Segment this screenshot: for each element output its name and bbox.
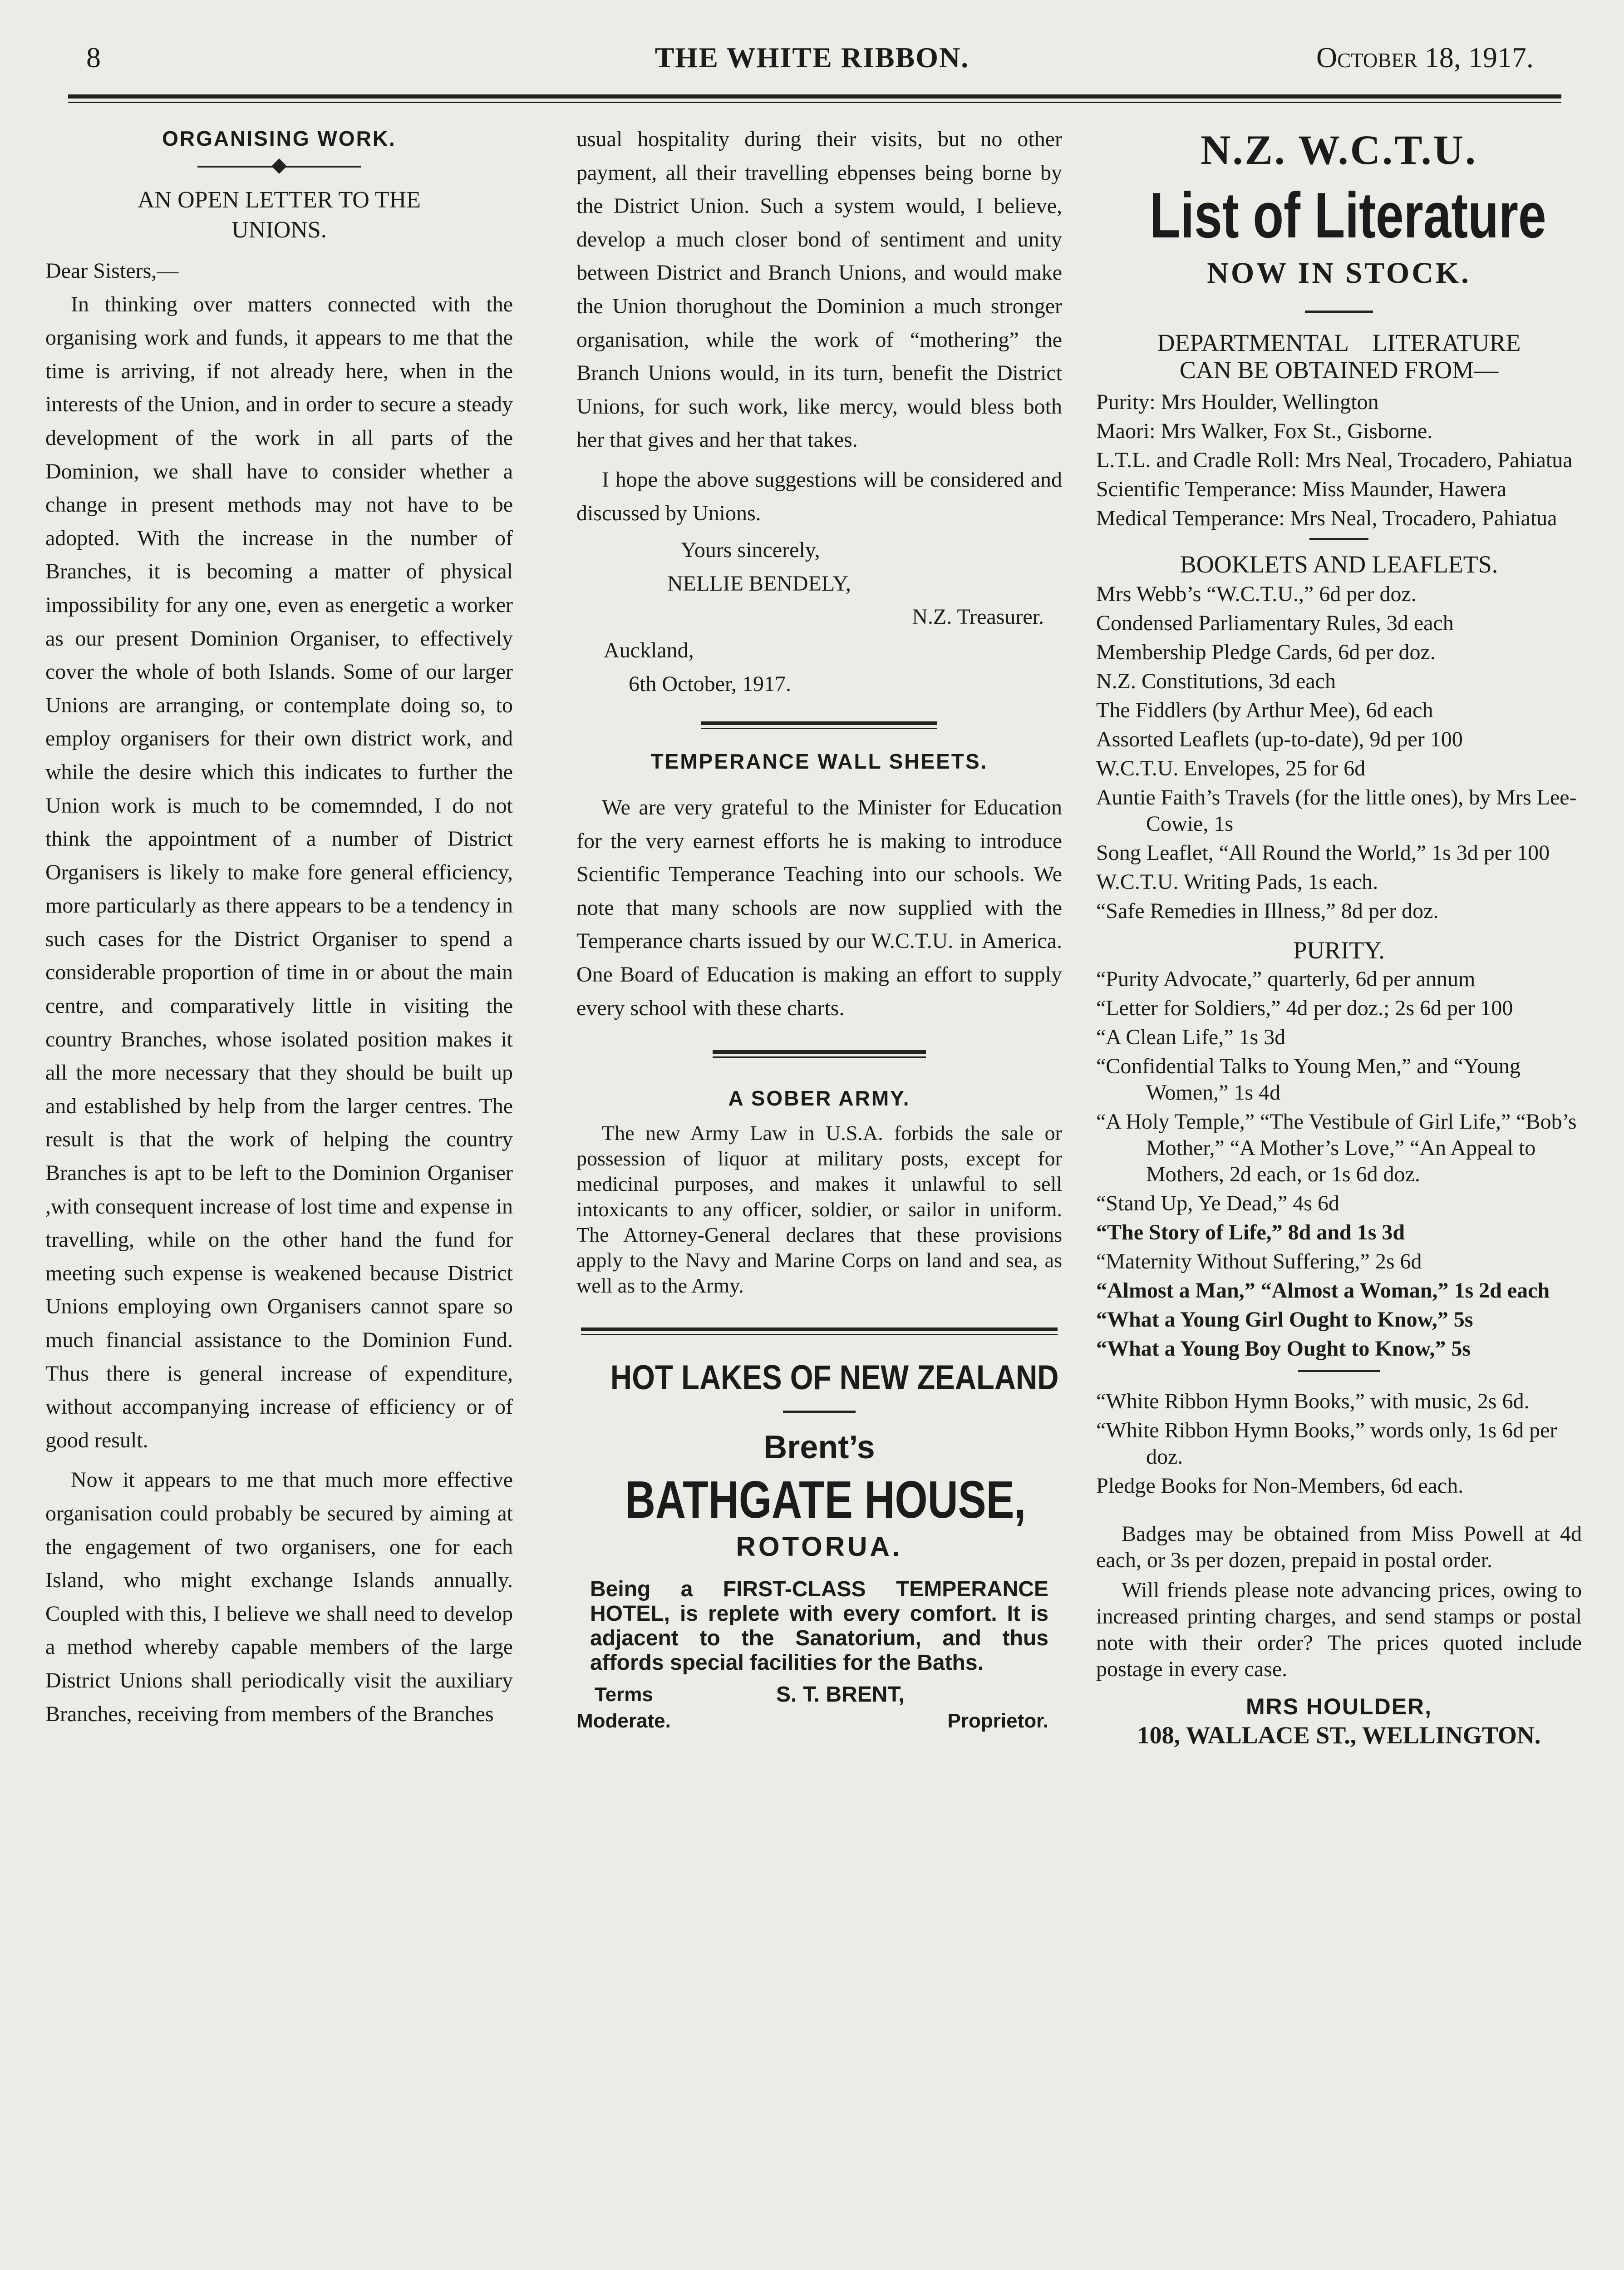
booklets-divider — [1309, 538, 1368, 540]
booklet-item: Membership Pledge Cards, 6d per doz. — [1096, 640, 1436, 664]
letter-closing: Yours sincerely, — [681, 538, 820, 563]
dept-item: Medical Temperance: Mrs Neal, Trocadero, Pahiatua — [1096, 506, 1557, 530]
purity-item: “Stand Up, Ye Dead,” 4s 6d — [1096, 1191, 1339, 1215]
letter-subheading-1: AN OPEN LETTER TO THE — [138, 187, 421, 213]
purity-item: “Purity Advocate,” quarterly, 6d per annum — [1096, 967, 1476, 991]
ad-title: HOT LAKES OF NEW ZEALAND — [610, 1358, 1059, 1397]
ad-house-name: BATHGATE HOUSE, — [625, 1470, 1026, 1530]
salutation: Dear Sisters,— — [45, 259, 179, 283]
issue-date: October 18, 1917. — [1316, 41, 1534, 74]
letter-paragraph-2: Now it appears to me that much more effective organisation could probably be secured by aiming at the engagement of two organisers, one for each Island, who might exchange Islands annually. Coupled with this, I believe we shall need to develop a method whereby capable members of the large District Unions shall periodically visit the auxiliary Branches, receiving from members of the Branches — [45, 1468, 513, 1726]
ad-brand: Brent’s — [763, 1429, 875, 1466]
purity-item: “A Clean Life,” 1s 3d — [1096, 1025, 1286, 1049]
literature-title: List of Literature — [1149, 179, 1546, 252]
purity-item: “What a Young Girl Ought to Know,” 5s — [1096, 1308, 1473, 1332]
booklet-item: Condensed Parliamentary Rules, 3d each — [1096, 611, 1454, 635]
badges-note: Badges may be obtained from Miss Powell at 4d each, or 3s per dozen, prepaid in postal order. — [1096, 1522, 1582, 1572]
letter-paragraph-1: In thinking over matters connected with the organising work and funds, it appears to me that the time is arriving, if not already here, when in the interests of the Union, and in order to secure a steady development of the work in all parts of the Dominion, we shall have to consider whether a change in present methods may not have to be adopted. With the increase in the number of Branches, it is becoming a matter of physical impossibility for any one, even as energetic a worker as our present Dominion Organiser, to effectively cover the whole of both Islands. Some of our larger Unions are arranging, or contemplate doing so, to employ organisers for their own district work, and while the desire which this indicates to further the Union work is much to be comemnded, I do not think the appointment of a number of District Organisers is likely to make fore general efficiency, more particularly as there appears to be a tendency in such cases for the District Organiser to spend a considerable proportion of time in or about the main centre, and comparatively little in visiting the country Branches, whose isolated position makes it all the more necessary that they should be built up and established by help from the larger centres. The result is that the work of helping the country Branches is apt to be left to the Dominion Organiser ,with consequent increase of lost time and expense in travelling, while on the other hand the fund for meeting such expense is weakened because District Unions employing own Organisers cannot spare so much financial assistance to the Dominion Fund. Thus there is general increase of expenditure, without accompanying increase of efficiency or of good result. — [45, 292, 513, 1452]
dept-item: L.T.L. and Cradle Roll: Mrs Neal, Trocadero, Pahiatua — [1096, 448, 1573, 472]
ad-terms-2: Moderate. — [576, 1710, 671, 1732]
literature-divider — [1305, 311, 1373, 313]
ad-proprietor-title: Proprietor. — [947, 1710, 1048, 1732]
purity-item: “What a Young Boy Ought to Know,” 5s — [1096, 1337, 1471, 1361]
literature-org: N.Z. W.C.T.U. — [1200, 127, 1478, 173]
booklet-item: “Safe Remedies in Illness,” 8d per doz. — [1096, 899, 1439, 923]
column-literature-list — [1096, 123, 1582, 1750]
friends-note: Will friends please note advancing prices, owing to increased printing charges, and send stamps or postal note with their order? The prices quoted include postage in every case. — [1096, 1578, 1582, 1681]
hymn-item: “White Ribbon Hymn Books,” words only, 1s 6d per doz. — [1096, 1418, 1557, 1469]
booklet-item: Mrs Webb’s “W.C.T.U.,” 6d per doz. — [1096, 582, 1417, 606]
hymn-item: Pledge Books for Non-Members, 6d each. — [1096, 1474, 1464, 1498]
booklet-item: Auntie Faith’s Travels (for the little ones), by Mrs Lee-Cowie, 1s — [1096, 785, 1577, 836]
letter-date: 6th October, 1917. — [629, 671, 792, 696]
hymn-item: “White Ribbon Hymn Books,” with music, 2s 6d. — [1096, 1389, 1530, 1413]
dept-item: Purity: Mrs Houlder, Wellington — [1096, 390, 1379, 414]
ad-divider — [783, 1411, 856, 1413]
purity-heading: PURITY. — [1293, 937, 1385, 964]
section-divider-2 — [713, 1050, 926, 1058]
booklet-item: W.C.T.U. Writing Pads, 1s each. — [1096, 870, 1378, 894]
contact-address: 108, WALLACE ST., WELLINGTON. — [1137, 1722, 1541, 1749]
booklet-item: N.Z. Constitutions, 3d each — [1096, 669, 1336, 693]
sober-army-heading: A SOBER ARMY. — [728, 1086, 910, 1110]
departmental-heading-1: DEPARTMENTAL LITERATURE — [1157, 329, 1521, 356]
letter-subheading-2: UNIONS. — [231, 217, 327, 243]
booklet-item: Song Leaflet, “All Round the World,” 1s 3d per 100 — [1096, 841, 1550, 865]
ad-body: Being a FIRST-CLASS TEMPERANCE HOTEL, is replete with every comfort. It is adjacent to the Sanatorium, and thus affords special facilities for the Baths. — [590, 1577, 1048, 1675]
booklet-item: The Fiddlers (by Arthur Mee), 6d each — [1096, 698, 1433, 722]
header-rule-thin — [68, 102, 1561, 103]
purity-item: “A Holy Temple,” “The Vestibule of Girl Life,” “Bob’s Mother,” “A Mother’s Love,” “An Appeal to Mothers, 2d each, or 1s 6d doz. — [1096, 1110, 1577, 1186]
booklet-item: Assorted Leaflets (up-to-date), 9d per 100 — [1096, 727, 1463, 751]
signature-title: N.Z. Treasurer. — [912, 605, 1044, 629]
organising-heading: ORGANISING WORK. — [162, 127, 396, 150]
signature-name: NELLIE BENDELY, — [667, 571, 851, 596]
purity-item: “Almost a Man,” “Almost a Woman,” 1s 2d each — [1096, 1278, 1550, 1303]
ad-terms-1: Terms — [595, 1683, 653, 1706]
purity-item: “Confidential Talks to Young Men,” and “Young Women,” 1s 4d — [1096, 1054, 1521, 1105]
booklets-heading: BOOKLETS AND LEAFLETS. — [1180, 551, 1498, 578]
newspaper-title: THE WHITE RIBBON. — [655, 41, 969, 74]
column-organising-work — [45, 123, 513, 1731]
ad-footer — [576, 1682, 1062, 1741]
contact-name: MRS HOULDER, — [1245, 1694, 1432, 1719]
hymns-divider — [1298, 1370, 1380, 1372]
booklet-item: W.C.T.U. Envelopes, 25 for 6d — [1096, 756, 1366, 780]
letter-place: Auckland, — [604, 638, 694, 662]
dept-item: Scientific Temperance: Miss Maunder, Hawera — [1096, 477, 1507, 501]
wall-sheets-heading: TEMPERANCE WALL SHEETS. — [650, 750, 988, 774]
sober-army-text: The new Army Law in U.S.A. forbids the sale or possession of liquor at military posts, except for medicinal purposes, and makes it unlawful to sell intoxicants to any officer, soldier, or sailor in uniform. The Attorney-General declares that these provisions apply to the Navy and Marine Corps on land and sea, as well as to the Army. — [576, 1121, 1062, 1298]
letter-hope: I hope the above suggestions will be considered and discussed by Unions. — [576, 467, 1062, 525]
heading-divider — [197, 160, 361, 173]
purity-item: “Maternity Without Suffering,” 2s 6d — [1096, 1249, 1422, 1273]
ad-top-rule — [581, 1327, 1058, 1335]
column-middle — [576, 123, 1062, 1741]
ad-proprietor-name: S. T. BRENT, — [776, 1683, 905, 1707]
page-number: 8 — [86, 41, 101, 74]
purity-item: “The Story of Life,” 8d and 1s 3d — [1096, 1220, 1405, 1244]
purity-item: “Letter for Soldiers,” 4d per doz.; 2s 6d per 100 — [1096, 996, 1513, 1020]
header-rule — [68, 94, 1561, 99]
section-divider — [701, 721, 937, 729]
departmental-heading-2: CAN BE OBTAINED FROM— — [1179, 356, 1499, 384]
dept-item: Maori: Mrs Walker, Fox St., Gisborne. — [1096, 419, 1433, 443]
ad-town: ROTORUA. — [736, 1531, 903, 1562]
wall-sheets-text: We are very grateful to the Minister for Education for the very earnest efforts he is making to introduce Scientific Temperance Teaching into our schools. We note that many schools are now supplied with the Temperance charts issued by our W.C.T.U. in America. One Board of Education is making an effort to supply every school with these charts. — [576, 795, 1062, 1020]
letter-continuation: usual hospitality during their visits, but no other payment, all their travelling ebpenses being borne by the District Union. Such a system would, I believe, develop a much closer bond of sentiment and unity between District and Branch Unions, and would make the Union thorughout the Dominion a much stronger organisation, while the work of “mothering” the Branch Unions would, in its turn, benefit the District Unions, for such work, like mercy, would bless both her that gives and her that takes. — [576, 127, 1062, 452]
literature-subtitle: NOW IN STOCK. — [1207, 257, 1471, 290]
